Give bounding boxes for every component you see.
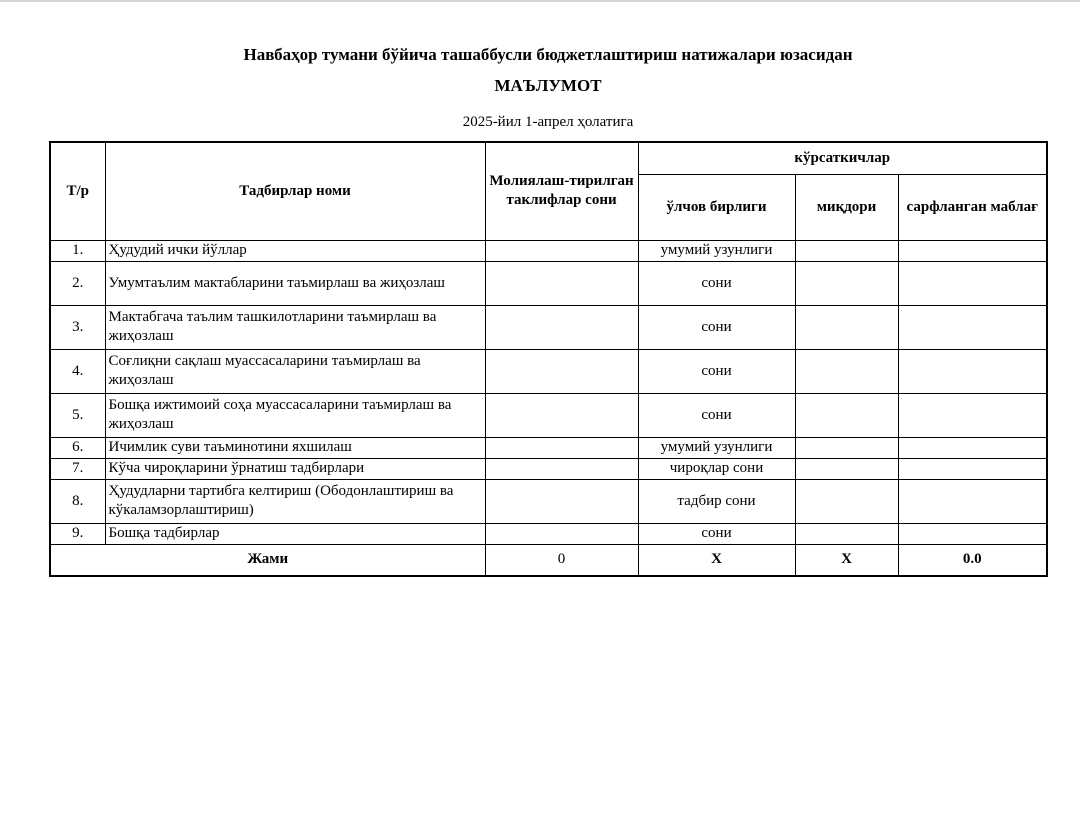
- row-quantity: [795, 437, 898, 458]
- table-row: [50, 240, 1047, 261]
- row-funded: [485, 261, 638, 305]
- row-spent: [898, 479, 1047, 523]
- row-spent: [898, 305, 1047, 349]
- row-unit: сони: [638, 261, 795, 305]
- row-num: 6.: [50, 437, 105, 458]
- header-quantity: миқдори: [795, 174, 898, 240]
- row-funded: [485, 479, 638, 523]
- row-unit: сони: [638, 523, 795, 544]
- row-quantity: [795, 479, 898, 523]
- row-quantity: [795, 458, 898, 479]
- header-indicators: кўрсаткичлар: [638, 142, 1047, 174]
- row-spent: [898, 393, 1047, 437]
- row-num: 2.: [50, 261, 105, 305]
- row-funded: [485, 437, 638, 458]
- table-row: [50, 393, 1047, 437]
- top-border-line: [0, 0, 1080, 2]
- row-quantity: [795, 349, 898, 393]
- row-funded: [485, 523, 638, 544]
- row-funded: [485, 349, 638, 393]
- document-title: Навбаҳор тумани бўйича ташаббусли бюджетлаштириш натижалари юзасидан: [243, 45, 853, 64]
- total-unit: X: [638, 544, 795, 576]
- row-funded: [485, 393, 638, 437]
- row-spent: [898, 261, 1047, 305]
- total-row: [50, 544, 1047, 576]
- row-unit: тадбир сони: [638, 479, 795, 523]
- row-spent: [898, 437, 1047, 458]
- report-table: [49, 141, 1048, 577]
- total-label: Жами: [50, 544, 485, 576]
- header-name: Тадбирлар номи: [105, 142, 485, 240]
- row-funded: [485, 458, 638, 479]
- row-unit: сони: [638, 305, 795, 349]
- total-quantity: X: [795, 544, 898, 576]
- table-row: [50, 479, 1047, 523]
- row-quantity: [795, 393, 898, 437]
- row-name: Соғлиқни сақлаш муассасаларини таъмирлаш ва жиҳозлаш: [105, 349, 485, 393]
- row-spent: [898, 458, 1047, 479]
- table-row: [50, 523, 1047, 544]
- row-quantity: [795, 240, 898, 261]
- row-num: 9.: [50, 523, 105, 544]
- row-num: 3.: [50, 305, 105, 349]
- header-funded: Молиялаш-тирилган таклифлар сони: [485, 142, 638, 240]
- row-num: 8.: [50, 479, 105, 523]
- row-unit: умумий узунлиги: [638, 240, 795, 261]
- header-spent: сарфланган маблағ: [898, 174, 1047, 240]
- row-num: 4.: [50, 349, 105, 393]
- row-funded: [485, 240, 638, 261]
- row-quantity: [795, 261, 898, 305]
- table-row: [50, 349, 1047, 393]
- table-header-row-1: [50, 142, 1047, 174]
- row-unit: чироқлар сони: [638, 458, 795, 479]
- total-spent: 0.0: [898, 544, 1047, 576]
- table-row: [50, 261, 1047, 305]
- row-spent: [898, 349, 1047, 393]
- row-unit: умумий узунлиги: [638, 437, 795, 458]
- row-quantity: [795, 305, 898, 349]
- table-row: [50, 458, 1047, 479]
- row-name: Мактабгача таълим ташкилотларини таъмирлаш ва жиҳозлаш: [105, 305, 485, 349]
- document-heading: МАЪЛУМОТ: [494, 76, 602, 95]
- row-spent: [898, 240, 1047, 261]
- header-unit: ўлчов бирлиги: [638, 174, 795, 240]
- row-name: Кўча чироқларини ўрнатиш тадбирлари: [105, 458, 485, 479]
- table-row: [50, 305, 1047, 349]
- row-spent: [898, 523, 1047, 544]
- total-funded: 0: [485, 544, 638, 576]
- row-num: 1.: [50, 240, 105, 261]
- header-num: Т/р: [50, 142, 105, 240]
- row-name: Умумтаълим мактабларини таъмирлаш ва жиҳозлаш: [105, 261, 485, 305]
- document-date-line: 2025-йил 1-апрел ҳолатига: [462, 114, 634, 130]
- row-name: Ҳудудларни тартибга келтириш (Ободонлаштириш ва кўкаламзорлаштириш): [105, 479, 485, 523]
- row-quantity: [795, 523, 898, 544]
- row-unit: сони: [638, 393, 795, 437]
- row-name: Бошқа тадбирлар: [105, 523, 485, 544]
- row-num: 7.: [50, 458, 105, 479]
- row-name: Ҳудудий ички йўллар: [105, 240, 485, 261]
- row-name: Ичимлик суви таъминотини яхшилаш: [105, 437, 485, 458]
- row-unit: сони: [638, 349, 795, 393]
- row-name: Бошқа ижтимоий соҳа муассасаларини таъмирлаш ва жиҳозлаш: [105, 393, 485, 437]
- table-row: [50, 437, 1047, 458]
- row-funded: [485, 305, 638, 349]
- row-num: 5.: [50, 393, 105, 437]
